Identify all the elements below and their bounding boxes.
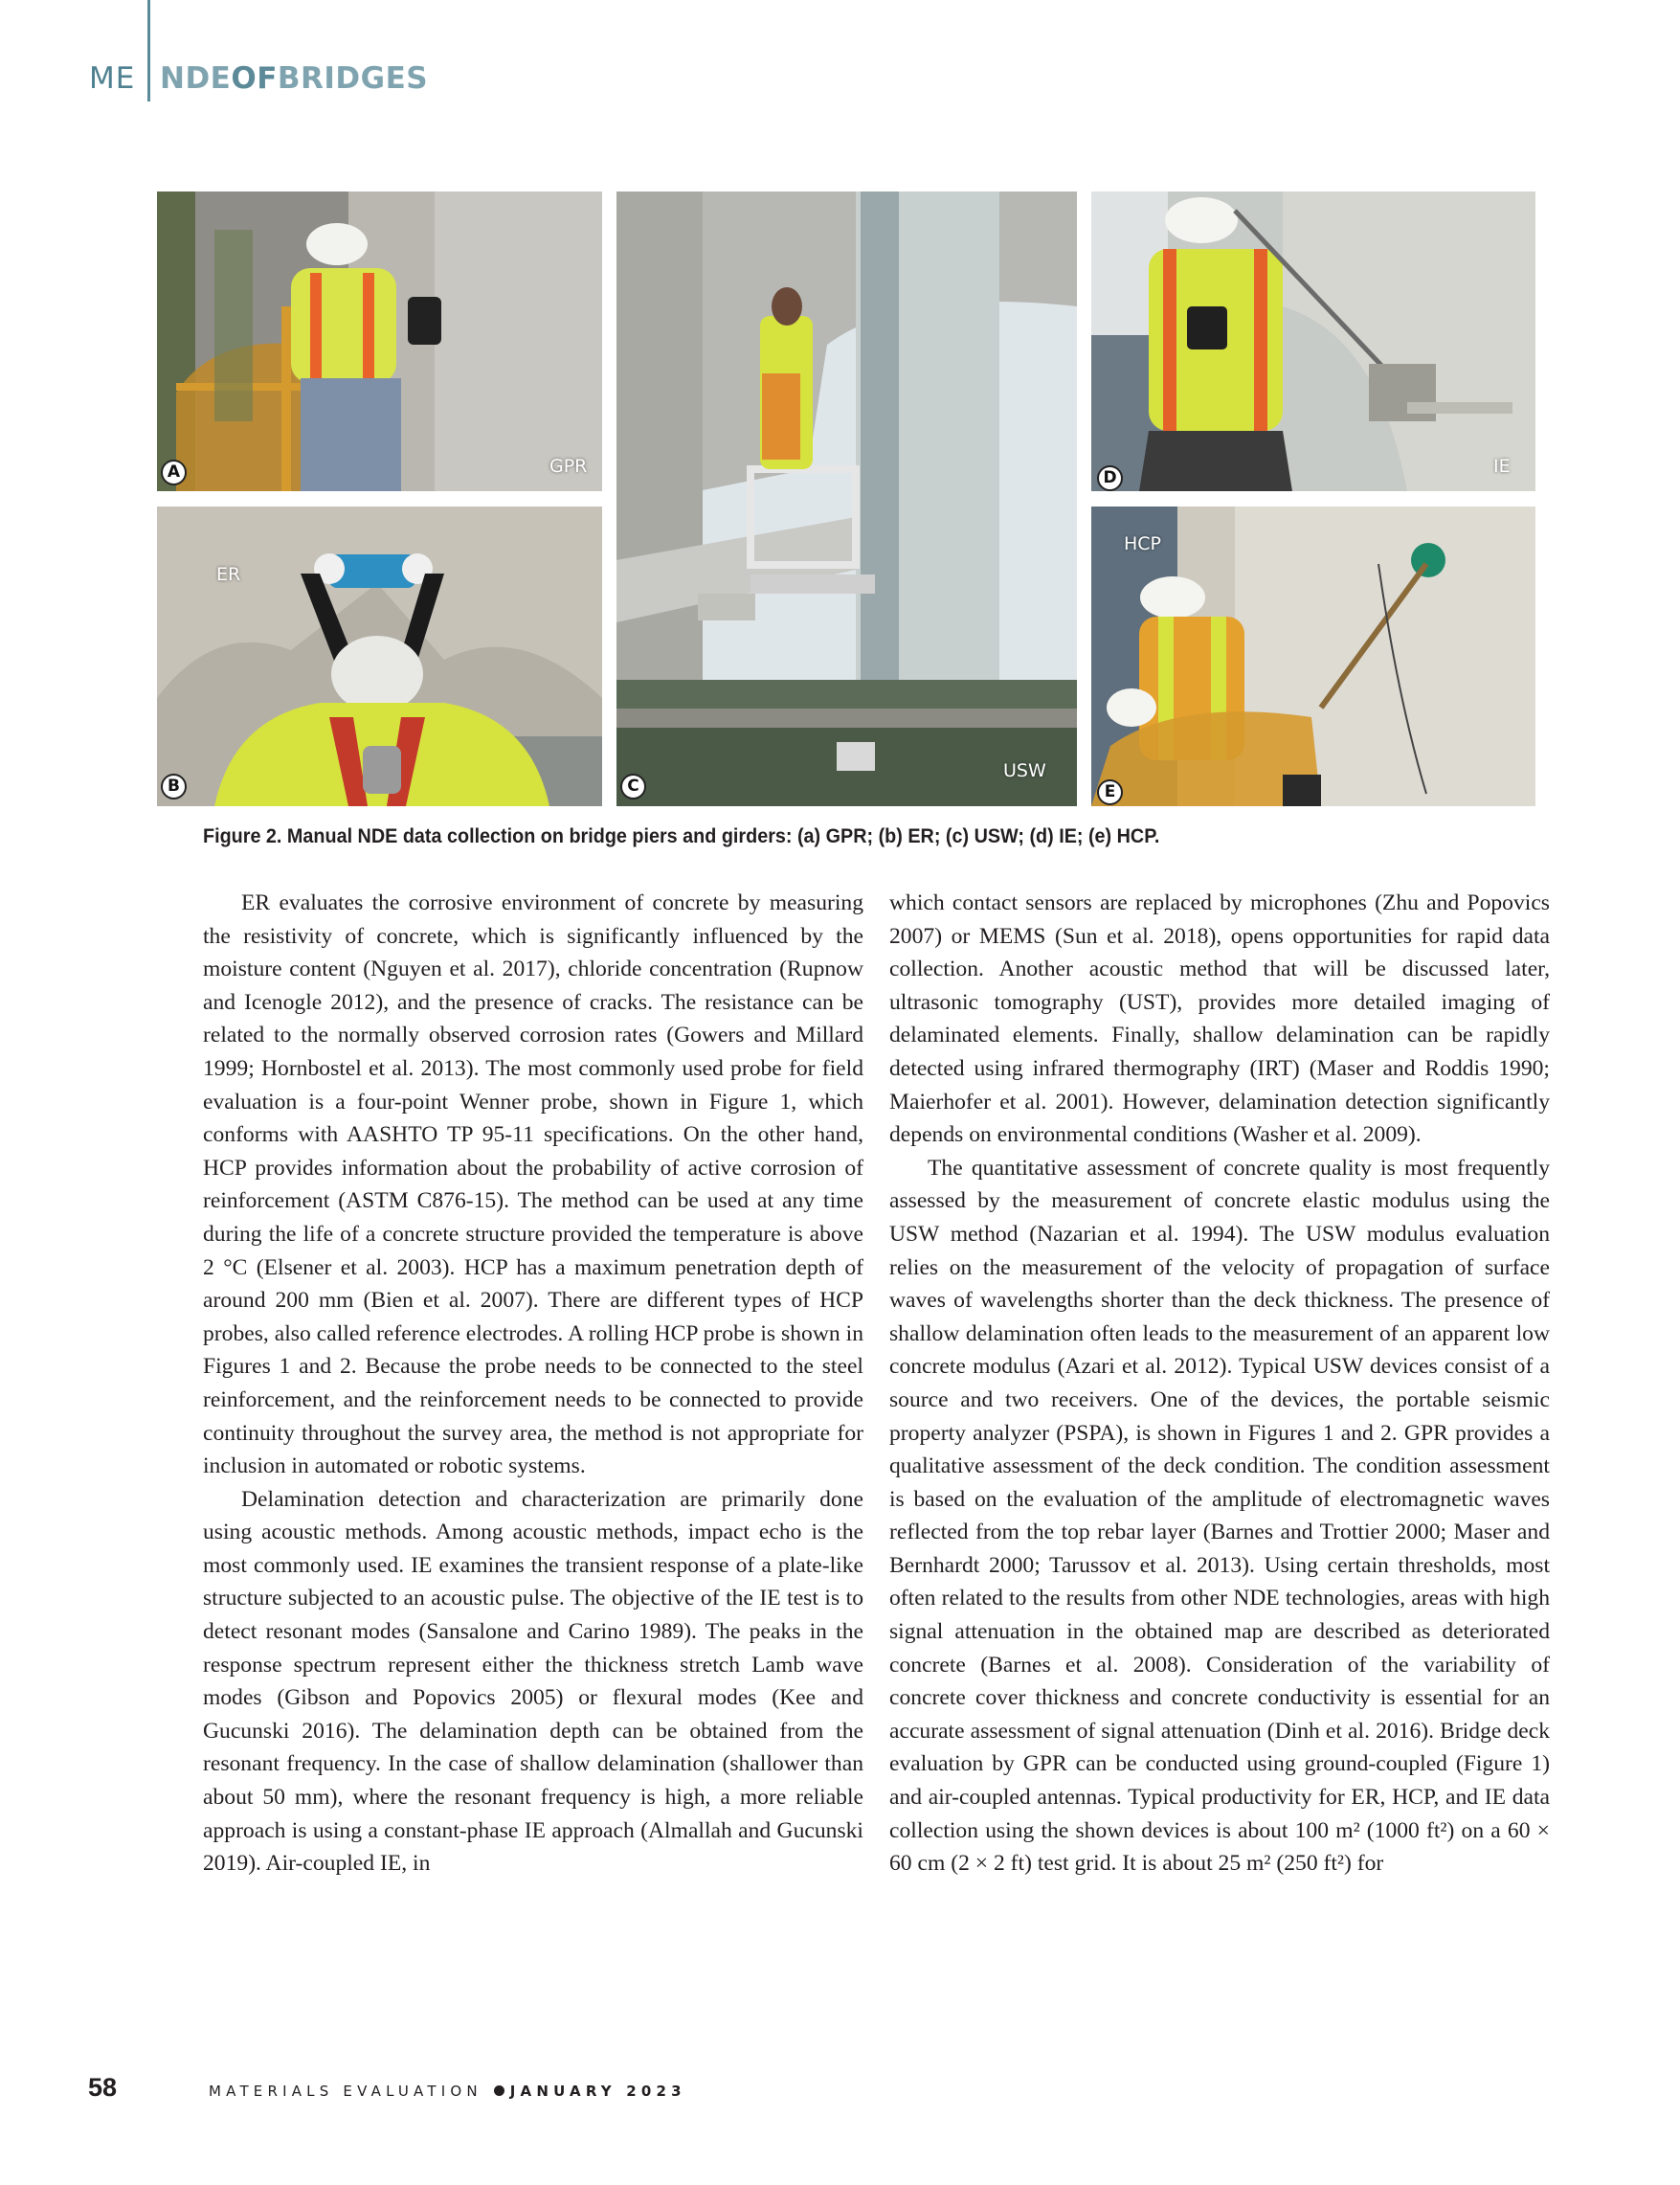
photo-letter-c: C [620, 774, 646, 800]
photo-gpr [157, 191, 602, 491]
running-head-topic-suffix: BRIDGES [277, 61, 429, 96]
body-column-left [203, 887, 863, 1881]
paragraph: ER evaluates the corrosive environment of concrete by measuring the resistivity of concrete, which is significantly influenced by the moisture content (Nguyen et al. 2017), chloride concentration (Rupnow and Icenogle 2012), and the presence of cracks. The resistance can be related to the normally observed corrosion rates (Gowers and Millard 1999; Hornbostel et al. 2013). The most commonly used probe for field evaluation is a four-point Wenner probe, shown in Figure 1, which conforms with AASHTO TP 95-11 specifications. On the other hand, HCP provides information about the probability of active corrosion of reinforcement (ASTM C876-15). The method can be used at any time during the life of a concrete structure provided the temperature is above 2 °C (Elsener et al. 2003). HCP has a maximum penetration depth of around 200 mm (Bien et al. 2007). There are different types of HCP probes, also called reference electrodes. A rolling HCP probe is shown in Figures 1 and 2. Because the probe needs to be connected to the steel reinforcement, and the reinforcement needs to be connected to provide continuity throughout the survey area, the method is not appropriate for inclusion in automated or robotic systems. [203, 890, 863, 1479]
photo-er [157, 507, 602, 806]
photo-tag-gpr: GPR [549, 456, 588, 477]
journal-title: MATERIALS EVALUATION [209, 2083, 482, 2100]
body-column-right [889, 887, 1550, 1881]
running-head-rule [147, 0, 150, 101]
photo-letter-e: E [1097, 779, 1123, 805]
paragraph: The quantitative assessment of concrete quality is most frequently assessed by the measurement of concrete elastic modulus using the USW method (Nazarian et al. 1994). The USW modulus evaluation relies on the measurement of the velocity of propagation of surface waves of wavelengths shorter than the deck thickness. The presence of shallow delamination often leads to the measurement of an apparent low concrete modulus (Azari et al. 2012). Typical USW devices consist of a source and two receivers. One of the devices, the portable seismic property analyzer (PSPA), is shown in Figures 1 and 2. GPR provides a qualitative assessment of the deck condition. The condition assessment is based on the evaluation of the amplitude of electromagnetic waves reflected from the top rebar layer (Barnes and Trottier 2000; Maser and Bernhardt 2000; Tarussov et al. 2013). Using certain thresholds, most often related to the results from other NDE technologies, areas with high signal attenuation in the obtained map are described as deteriorated concrete (Barnes et al. 2008). Consideration of the variability of concrete cover thickness and concrete conductivity is essential for an accurate assessment of signal attenuation (Dinh et al. 2016). Bridge deck evaluation by GPR can be conducted using ground-coupled (Figure 1) and air-coupled antennas. Typical productivity for ER, HCP, and IE data collection using the shown devices is about 100 m² (1000 ft²) on a 60 × 60 cm (2 × 2 ft) test grid. It is about 25 m² (250 ft²) for [889, 1155, 1550, 1877]
running-head-topic [160, 61, 428, 96]
photo-letter-d: D [1097, 465, 1123, 491]
photo-usw [616, 191, 1077, 806]
journal-issue: JANUARY 2023 [509, 2083, 686, 2100]
photo-letter-a: A [161, 460, 187, 485]
figure-caption: Figure 2. Manual NDE data collection on bridge piers and girders: (a) GPR; (b) ER; (c) USW; (d) IE; (e) HCP. [203, 824, 1160, 847]
journal-footer [209, 2083, 686, 2100]
page-number: 58 [88, 2073, 118, 2102]
running-head-section: ME [89, 61, 136, 96]
paragraph: which contact sensors are replaced by microphones (Zhu and Popovics 2007) or MEMS (Sun et al. 2018), opens opportunities for rapid data collection. Another acoustic method that will be discussed later, ultrasonic tomography (UST), provides more detailed imaging of delaminated elements. Finally, shallow delamination can be rapidly detected using infrared thermography (IRT) (Maser and Roddis 1990; Maierhofer et al. 2001). However, delamination detection significantly depends on environmental conditions (Washer et al. 2009). [889, 890, 1550, 1148]
running-head-topic-of: OF [231, 61, 278, 96]
paragraph: Delamination detection and characterization are primarily done using acoustic methods. Among acoustic methods, impact echo is the most commonly used. IE examines the transient response of a plate-like structure subjected to an acoustic pulse. The objective of the IE test is to detect resonant modes (Sansalone and Carino 1989). The peaks in the response spectrum represent either the thickness stretch Lamb wave modes (Gibson and Popovics 2005) or flexural modes (Kee and Gucunski 2016). The delamination depth can be obtained from the resonant frequency. In the case of shallow delamination (shallower than about 50 mm), where the resonant frequency is high, a more reliable approach is using a constant-phase IE approach (Almallah and Gucunski 2019). Air-coupled IE, in [203, 1486, 863, 1877]
photo-ie [1091, 191, 1535, 491]
photo-tag-er: ER [216, 564, 241, 585]
footer-bullet [494, 2085, 504, 2096]
running-head-topic-prefix: NDE [160, 61, 232, 96]
photo-hcp [1091, 507, 1535, 806]
photo-tag-hcp: HCP [1124, 533, 1162, 554]
photo-letter-b: B [161, 774, 187, 800]
photo-tag-ie: IE [1493, 456, 1511, 477]
photo-tag-usw: USW [1003, 760, 1046, 781]
